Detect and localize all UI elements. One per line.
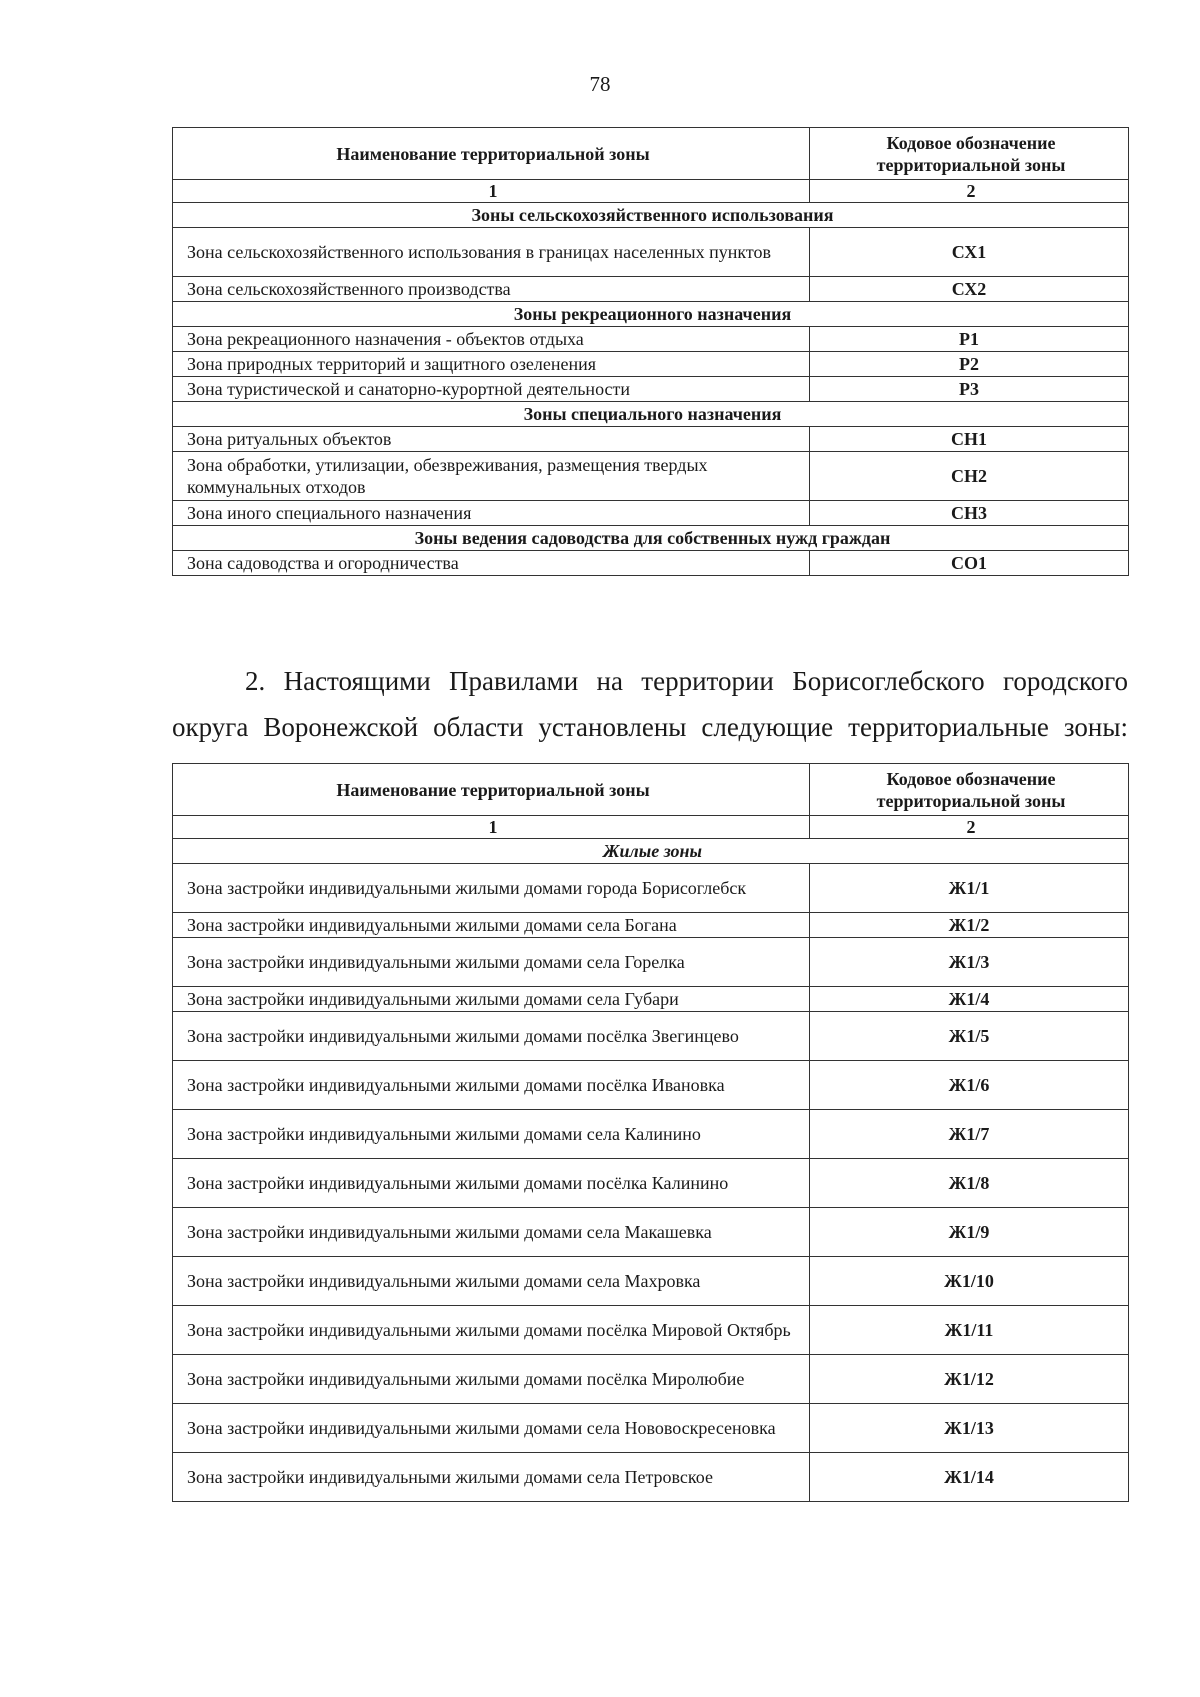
zone-code: Ж1/6 [810,1061,1129,1110]
column-number: 1 [173,180,810,203]
zones-table-1 [172,127,1129,576]
paragraph-line-2: округа Воронежской области установлены следующие территориальные зоны: [172,712,1128,742]
table-row [173,1306,1129,1355]
table-row [173,987,1129,1012]
table-row [173,551,1129,576]
group-row [173,402,1129,427]
group-row [173,839,1129,864]
header-zone-name: Наименование территориальной зоны [173,128,810,180]
table-row [173,938,1129,987]
zone-code: Р3 [810,377,1129,402]
zone-name: Зона застройки индивидуальными жилыми домами посёлка Миролюбие [173,1355,810,1404]
zone-name: Зона ритуальных объектов [173,427,810,452]
group-title: Зоны рекреационного назначения [173,302,1129,327]
zone-code: Ж1/11 [810,1306,1129,1355]
group-title: Зоны ведения садоводства для собственных нужд граждан [173,526,1129,551]
table-row [173,377,1129,402]
zone-code: Ж1/8 [810,1159,1129,1208]
table-row [173,1404,1129,1453]
zone-code: СН2 [810,452,1129,501]
table-row [173,1355,1129,1404]
zone-name: Зона застройки индивидуальными жилыми домами посёлка Ивановка [173,1061,810,1110]
table-header-row [173,128,1129,180]
table-row [173,1110,1129,1159]
zone-name: Зона иного специального назначения [173,501,810,526]
table-row [173,452,1129,501]
zone-code: Ж1/14 [810,1453,1129,1502]
table-row [173,501,1129,526]
zone-code: Ж1/4 [810,987,1129,1012]
table-row [173,228,1129,277]
zone-code: Ж1/10 [810,1257,1129,1306]
zone-code: Ж1/9 [810,1208,1129,1257]
table-row [173,327,1129,352]
table-row [173,1159,1129,1208]
zone-name: Зона застройки индивидуальными жилыми домами села Макашевка [173,1208,810,1257]
header-zone-code: Кодовое обозначение территориальной зоны [810,764,1129,816]
group-title: Зоны сельскохозяйственного использования [173,203,1129,228]
zone-code: Ж1/7 [810,1110,1129,1159]
zone-name: Зона природных территорий и защитного озеленения [173,352,810,377]
table-row [173,1208,1129,1257]
zone-code: Р1 [810,327,1129,352]
table-row [173,352,1129,377]
table-header-row [173,764,1129,816]
zone-name: Зона застройки индивидуальными жилыми домами посёлка Калинино [173,1159,810,1208]
column-number: 1 [173,816,810,839]
zone-name: Зона застройки индивидуальными жилыми домами села Горелка [173,938,810,987]
column-number: 2 [810,816,1129,839]
zone-name: Зона застройки индивидуальными жилыми домами села Нововоскресеновка [173,1404,810,1453]
zone-name: Зона застройки индивидуальными жилыми домами села Калинино [173,1110,810,1159]
header-zone-code: Кодовое обозначение территориальной зоны [810,128,1129,180]
table-row [173,277,1129,302]
zone-code: Ж1/5 [810,1012,1129,1061]
zone-name: Зона застройки индивидуальными жилыми домами посёлка Звегинцево [173,1012,810,1061]
column-number: 2 [810,180,1129,203]
zone-name: Зона туристической и санаторно-курортной деятельности [173,377,810,402]
zone-code: Р2 [810,352,1129,377]
table-row [173,1012,1129,1061]
zone-name: Зона садоводства и огородничества [173,551,810,576]
zone-code: СХ1 [810,228,1129,277]
group-row [173,302,1129,327]
zone-name: Зона обработки, утилизации, обезвреживания, размещения твердых коммунальных отходов [173,452,810,501]
group-row [173,203,1129,228]
zone-name: Зона застройки индивидуальными жилыми домами села Губари [173,987,810,1012]
paragraph-line-1: 2. Настоящими Правилами на территории Борисоглебского городского [245,666,1128,696]
zone-code: Ж1/2 [810,913,1129,938]
zone-code: Ж1/13 [810,1404,1129,1453]
table-row [173,913,1129,938]
table-row [173,1257,1129,1306]
table-row [173,427,1129,452]
table-row [173,1061,1129,1110]
zone-name: Зона сельскохозяйственного использования в границах населенных пунктов [173,228,810,277]
table-row [173,864,1129,913]
zone-name: Зона застройки индивидуальными жилыми домами села Махровка [173,1257,810,1306]
zone-code: Ж1/3 [810,938,1129,987]
zone-name: Зона застройки индивидуальными жилыми домами села Богана [173,913,810,938]
header-zone-name: Наименование территориальной зоны [173,764,810,816]
group-title: Зоны специального назначения [173,402,1129,427]
zone-name: Зона рекреационного назначения - объектов отдыха [173,327,810,352]
zone-code: СО1 [810,551,1129,576]
zone-code: СН1 [810,427,1129,452]
page-number: 78 [589,72,611,96]
zone-name: Зона застройки индивидуальными жилыми домами села Петровское [173,1453,810,1502]
group-title: Жилые зоны [173,839,1129,864]
zone-name: Зона сельскохозяйственного производства [173,277,810,302]
zone-name: Зона застройки индивидуальными жилыми домами города Борисоглебск [173,864,810,913]
zone-code: СН3 [810,501,1129,526]
zones-table-2 [172,763,1129,1502]
column-number-row [173,180,1129,203]
zone-code: Ж1/1 [810,864,1129,913]
zone-code: СХ2 [810,277,1129,302]
zone-code: Ж1/12 [810,1355,1129,1404]
zone-name: Зона застройки индивидуальными жилыми домами посёлка Мировой Октябрь [173,1306,810,1355]
column-number-row [173,816,1129,839]
table-row [173,1453,1129,1502]
group-row [173,526,1129,551]
